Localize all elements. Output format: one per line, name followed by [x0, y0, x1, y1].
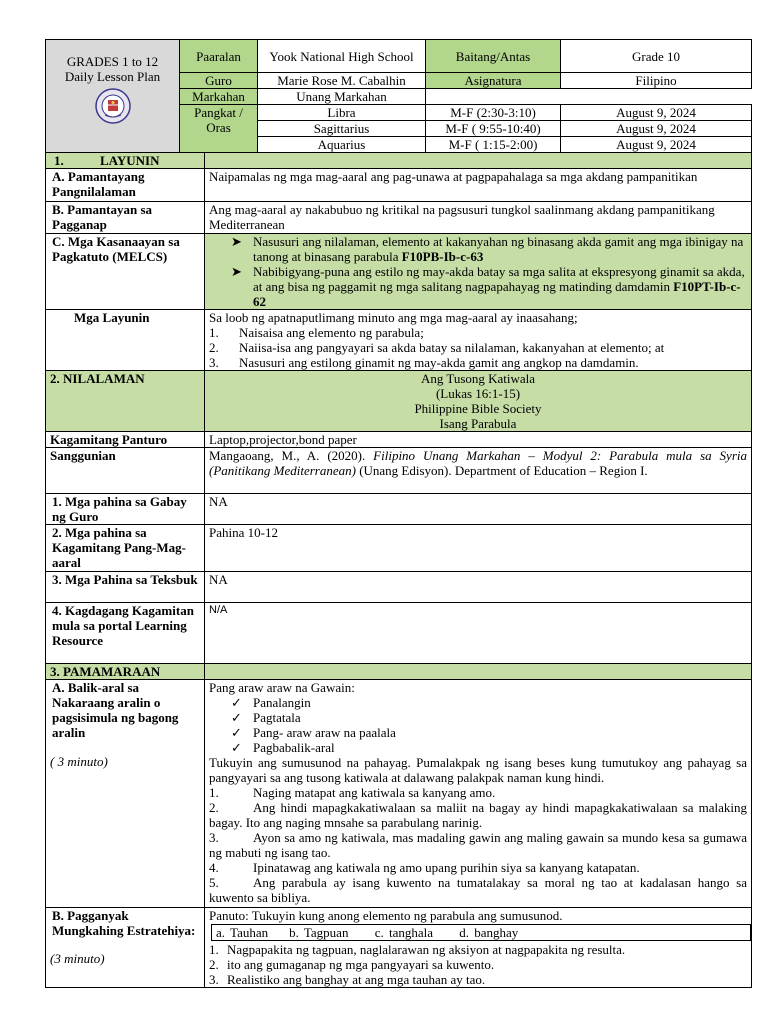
- list-item: 3. Realistiko ang banghay at ang mga tauhan ay tao.: [209, 972, 486, 987]
- checkmark-icon: ✓: [231, 725, 242, 740]
- balik-aral-content: Pang araw araw na Gawain: ✓ Panalangin ✓ Pagtatala ✓ Pang- araw araw na paalala ✓ Pagbabalik-aral Tukuyin ang sumusunod na pahayag. Pumalakpak ng isang beses kung tumutukoy ang pahayag sa pangyayari sa ang tusong katiwala at dalawang palakpak naman kung hindi. 1. Naging matapat ang katiwala sa kanyang amo. 2. Ang hindi mapagkakatiwalaan sa maliit na bagay ay hindi mapagkakatiwalaan sa malaking bagay. Ito ang naging mnsahe sa parabulang narinig. 3. Ayon sa amo ng katiwala, mas madaling gawin ang maling gawain sa mundo kesa sa gumawa ng mabuti ng isang tao. 4. Ipinatawag ang katiwala ng amo upang purihin siya sa kanyang katapatan. 5. Ang parabula ay isang kuwento na tumatalakay sa moral ng tao at kadalasan hango sa kuwento sa bibliya.: [205, 680, 752, 908]
- mga-layunin-label: Mga Layunin: [46, 310, 205, 371]
- pagganyak-cell: [46, 908, 205, 988]
- list-item: 4. Ipinatawag ang katiwala ng amo upang purihin siya sa kanyang katapatan.: [209, 860, 640, 875]
- kagamitang-value: Pahina 10-12: [205, 525, 752, 572]
- kagamitan-label: Kagamitang Panturo: [46, 432, 205, 448]
- baitang-value: Grade 10: [561, 40, 752, 73]
- pagganyak-time: (3 minuto): [50, 951, 105, 966]
- section-heading-pamamaraan: 3. PAMAMARAAN: [46, 664, 205, 680]
- paaralan-value: Yook National High School: [258, 40, 426, 73]
- main-table: [45, 152, 752, 988]
- section-name: Aquarius: [258, 137, 426, 153]
- checkmark-icon: ✓: [231, 695, 242, 710]
- pamantayang-label: A. Pamantayang Pangnilalaman: [46, 169, 205, 202]
- list-item: 1. Naging matapat ang katiwala sa kanyang amo.: [209, 785, 496, 800]
- pamantayang-text: Naipamalas ng mga mag-aaral ang pag-unawa at pagpapahalaga sa mga akdang pampanitikan: [205, 169, 752, 202]
- teksbuk-label: 3. Mga Pahina sa Teksbuk: [46, 572, 205, 603]
- baitang-label: Baitang/Antas: [426, 40, 561, 73]
- arrow-bullet-icon: ➤: [231, 234, 242, 249]
- deped-seal-icon: [95, 88, 131, 124]
- choices-box: a. Tauhan b. Tagpuan c. tanghala d. banghay: [211, 924, 751, 941]
- list-item: 1. Nagpapakita ng tagpuan, naglalarawan ng aksiyon at nagpapakita ng resulta.: [209, 942, 626, 957]
- list-item: ✓ Pagtatala: [231, 710, 301, 725]
- header-table: [45, 39, 752, 153]
- balik-aral-cell: [46, 680, 205, 908]
- section-date: August 9, 2024: [561, 137, 752, 153]
- dlp-title-cell: [46, 40, 180, 153]
- section-heading-nilalaman: 2. NILALAMAN: [46, 371, 205, 432]
- markahan-label: Markahan: [180, 89, 258, 105]
- melcs-label: C. Mga Kasanaayan sa Pagkatuto (MELCS): [46, 234, 205, 310]
- arrow-bullet-icon: ➤: [231, 264, 242, 279]
- balik-aral-label: A. Balik-aral sa Nakaraang aralin o pagsisimula ng bagong aralin: [52, 680, 179, 740]
- asignatura-label: Asignatura: [426, 73, 561, 89]
- list-item: ➤ Nabibigyang-puna ang estilo ng may-akda batay sa mga salita at ekspresyong ginamit sa akda, at ang bisa ng paggamit ng mga salitang nagpapahayag ng matinding damdamin F10PT-Ib-c-62: [231, 264, 745, 309]
- lesson-plan-page: [45, 39, 751, 988]
- kagdagang-value: N/A: [205, 603, 752, 664]
- teksbuk-value: NA: [205, 572, 752, 603]
- sanggunian-value: Mangaoang, M., A. (2020). Filipino Unang Markahan – Modyul 2: Parabula mula sa Syria (Panitikang Mediterranean) (Unang Edisyon). Department of Education – Region I.: [205, 448, 752, 494]
- list-item: ➤ Nasusuri ang nilalaman, elemento at kakanyahan ng binasang akda gamit ang mga ibinigay na tanong at binasang parabula F10PB-Ib-c-63: [231, 234, 744, 264]
- list-item: 1. Naisaisa ang elemento ng parabula;: [209, 325, 424, 340]
- pagganyak-content: Panuto: Tukuyin kung anong elemento ng parabula ang sumusunod. a. Tauhan b. Tagpuan c. tanghala d. banghay 1. Nagpapakita ng tagpuan, naglalarawan ng aksiyon at nagpapakita ng resulta. 2. ito ang gumaganap ng mga pangyayari sa kuwento. 3. Realistiko ang banghay at ang mga tauhan ay tao.: [205, 908, 752, 988]
- list-item: 2. ito ang gumaganap ng mga pangyayari sa kuwento.: [209, 957, 495, 972]
- dlp-title-line1: GRADES 1 to 12: [66, 54, 159, 69]
- kagdagang-label: 4. Kagdagang Kagamitan mula sa portal Learning Resource: [46, 603, 205, 664]
- checkmark-icon: ✓: [231, 710, 242, 725]
- melcs-list: [205, 234, 752, 310]
- section-heading-layunin: 1. LAYUNIN: [46, 153, 205, 169]
- pagganap-text: Ang mag-aaral ay nakabubuo ng kritikal na pagsusuri tungkol saalinmang akdang pampanitikang Mediterranean: [205, 202, 752, 234]
- guro-value: Marie Rose M. Cabalhin: [258, 73, 426, 89]
- markahan-value: Unang Markahan: [258, 89, 426, 105]
- asignatura-value: Filipino: [561, 73, 752, 89]
- list-item: 2. Naiisa-isa ang pangyayari sa akda batay sa nilalaman, kakanyahan at elemento; at: [209, 340, 665, 355]
- dlp-title-line2: Daily Lesson Plan: [64, 69, 161, 84]
- kagamitan-value: Laptop,projector,bond paper: [205, 432, 752, 448]
- paaralan-label: Paaralan: [180, 40, 258, 73]
- list-item: 5. Ang parabula ay isang kuwento na tumatalakay sa moral ng tao at kadalasan hango sa kuwento sa bibliya.: [209, 875, 747, 905]
- section-time: M-F ( 1:15-2:00): [426, 137, 561, 153]
- gabay-value: NA: [205, 494, 752, 525]
- list-item: 3. Ayon sa amo ng katiwala, mas madaling gawin ang maling gawain sa mundo kesa sa gumawa ng mabuti ng isang tao.: [209, 830, 747, 860]
- guro-label: Guro: [180, 73, 258, 89]
- sanggunian-label: Sanggunian: [46, 448, 205, 494]
- pangkat-label: Pangkat / Oras: [180, 105, 258, 153]
- section-time: M-F ( 9:55-10:40): [426, 121, 561, 137]
- balik-aral-time: ( 3 minuto): [50, 754, 108, 769]
- list-item: 2. Ang hindi mapagkakatiwalaan sa maliit na bagay ay hindi mapagkakatiwalaan sa malaking bagay. Ito ang naging mnsahe sa parabulang narinig.: [209, 800, 747, 830]
- mga-layunin-cell: Sa loob ng apatnaputlimang minuto ang mga mag-aaral ay inaasahang; 1. Naisaisa ang elemento ng parabula; 2. Naiisa-isa ang pangyayari sa akda batay sa nilalaman, kakanyahan at elemento; at 3. Nasusuri ang estilong ginamit ng may-akda gamit ang angkop na damdamin.: [205, 310, 752, 371]
- section-date: August 9, 2024: [561, 105, 752, 121]
- gabay-label: 1. Mga pahina sa Gabay ng Guro: [46, 494, 205, 525]
- list-item: ✓ Panalangin: [231, 695, 311, 710]
- kagamitang-label: 2. Mga pahina sa Kagamitang Pang-Mag-aaral: [46, 525, 205, 572]
- section-date: August 9, 2024: [561, 121, 752, 137]
- section-name: Sagittarius: [258, 121, 426, 137]
- section-time: M-F (2:30-3:10): [426, 105, 561, 121]
- nilalaman-content: Ang Tusong Katiwala (Lukas 16:1-15) Philippine Bible Society Isang Parabula: [205, 371, 752, 432]
- list-item: ✓ Pang- araw araw na paalala: [231, 725, 396, 740]
- list-item: 3. Nasusuri ang estilong ginamit ng may-akda gamit ang angkop na damdamin.: [209, 355, 639, 370]
- checkmark-icon: ✓: [231, 740, 242, 755]
- pagganap-label: B. Pamantayan sa Pagganap: [46, 202, 205, 234]
- section-name: Libra: [258, 105, 426, 121]
- list-item: ✓ Pagbabalik-aral: [231, 740, 335, 755]
- pagganyak-label: B. Pagganyak Mungkahing Estratehiya:: [52, 908, 196, 938]
